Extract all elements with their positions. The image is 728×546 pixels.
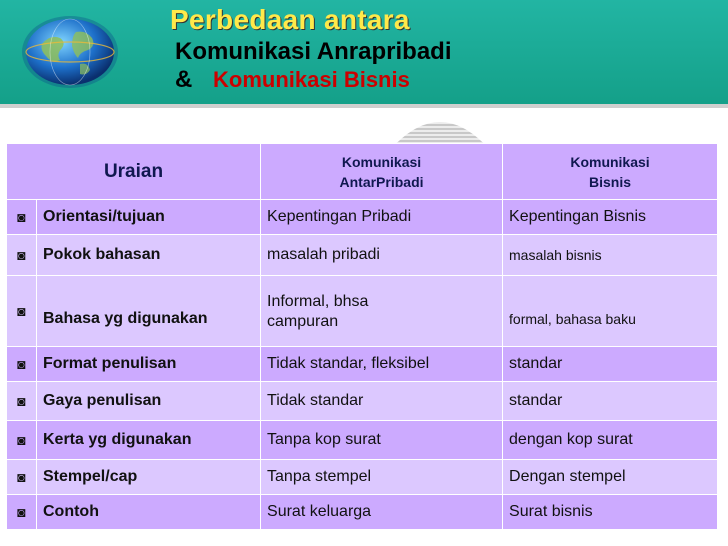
table-row xyxy=(7,421,718,460)
title-line-3 xyxy=(175,66,410,94)
cell-antarpribadi: Surat keluarga xyxy=(261,495,503,530)
cell-antarpribadi: masalah pribadi xyxy=(261,235,503,276)
row-label: Stempel/cap xyxy=(37,460,261,495)
cell-antarpribadi xyxy=(261,276,503,347)
table-row xyxy=(7,235,718,276)
row-label: Gaya penulisan xyxy=(37,382,261,421)
table-row xyxy=(7,276,718,347)
comparison-table xyxy=(6,143,718,530)
ampersand: & xyxy=(175,66,193,93)
cell-bisnis: masalah bisnis xyxy=(503,235,718,276)
cell-antarpribadi: Kepentingan Pribadi xyxy=(261,200,503,235)
bullet-icon: ◙ xyxy=(7,495,37,530)
bullet-icon: ◙ xyxy=(7,276,37,347)
header-uraian: Uraian xyxy=(7,144,261,200)
header-col2-line2: Bisnis xyxy=(589,173,632,190)
cell-bisnis: dengan kop surat xyxy=(503,421,718,460)
row-label: Format penulisan xyxy=(37,347,261,382)
globe-icon xyxy=(20,14,120,90)
header-komunikasi-antarpribadi xyxy=(261,144,503,200)
cell-antarpribadi-line2: campuran xyxy=(267,313,339,330)
cell-bisnis: standar xyxy=(503,382,718,421)
header-col1-line1: Komunikasi xyxy=(341,153,422,170)
row-label: Kerta yg digunakan xyxy=(37,421,261,460)
cell-bisnis: Surat bisnis xyxy=(503,495,718,530)
header-komunikasi-bisnis xyxy=(503,144,718,200)
cell-antarpribadi: Tidak standar xyxy=(261,382,503,421)
row-label: Pokok bahasan xyxy=(37,235,261,276)
table-row xyxy=(7,460,718,495)
title-red-text: Komunikasi Bisnis xyxy=(213,67,410,92)
bullet-icon: ◙ xyxy=(7,235,37,276)
table-row xyxy=(7,495,718,530)
bullet-icon: ◙ xyxy=(7,382,37,421)
title-line-2: Komunikasi Anrapribadi xyxy=(175,38,452,65)
row-label: Contoh xyxy=(37,495,261,530)
row-label: Bahasa yg digunakan xyxy=(37,276,261,347)
cell-antarpribadi: Tanpa kop surat xyxy=(261,421,503,460)
cell-bisnis: standar xyxy=(503,347,718,382)
header-divider xyxy=(0,104,728,108)
cell-antarpribadi: Tidak standar, fleksibel xyxy=(261,347,503,382)
cell-bisnis: Dengan stempel xyxy=(503,460,718,495)
table-row xyxy=(7,347,718,382)
header-col2-line1: Komunikasi xyxy=(570,153,650,170)
table-row xyxy=(7,200,718,235)
cell-bisnis: formal, bahasa baku xyxy=(503,276,718,347)
cell-antarpribadi: Tanpa stempel xyxy=(261,460,503,495)
cell-antarpribadi-line1: Informal, bhsa xyxy=(267,293,369,310)
bullet-icon: ◙ xyxy=(7,421,37,460)
table-row xyxy=(7,382,718,421)
cell-bisnis: Kepentingan Bisnis xyxy=(503,200,718,235)
bullet-icon: ◙ xyxy=(7,460,37,495)
bullet-icon: ◙ xyxy=(7,347,37,382)
title-line-1: Perbedaan antara xyxy=(170,4,410,35)
row-label: Orientasi/tujuan xyxy=(37,200,261,235)
header-col1-line2: AntarPribadi xyxy=(339,173,424,190)
bullet-icon: ◙ xyxy=(7,200,37,235)
slide-header xyxy=(0,0,728,104)
table-header-row xyxy=(7,144,718,200)
